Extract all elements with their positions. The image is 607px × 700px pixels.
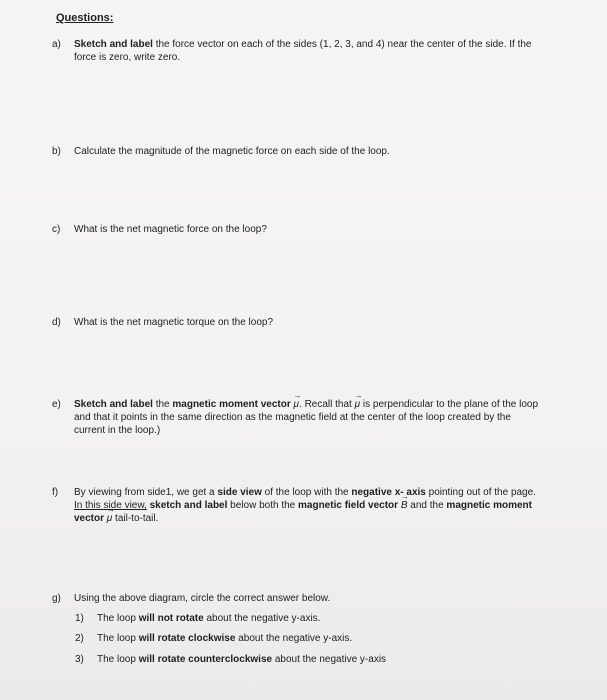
question-letter: a) <box>52 39 61 50</box>
bold-phrase: magnetic field vector <box>298 500 399 511</box>
option-text <box>97 653 537 666</box>
option-number: 2) <box>75 633 84 644</box>
text-span: The loop <box>97 613 139 624</box>
text-span: is perpendicular to the plane of the loop and that it points in the same direction as the magnetic field at the center of the loop created by the current in the loop.) <box>74 399 539 436</box>
question-text <box>74 398 544 437</box>
b-vector-symbol: → B <box>401 499 408 512</box>
question-text <box>74 486 544 525</box>
option-number: 1) <box>75 613 84 624</box>
text-span: about the negative y-axis <box>272 654 387 665</box>
bold-phrase: will rotate counterclockwise <box>138 654 273 665</box>
bold-phrase: Sketch and label <box>74 39 153 50</box>
text-span: . Recall that <box>299 399 355 410</box>
bold-phrase: sketch and label <box>146 500 228 511</box>
text-span: about the negative y-axis. <box>203 613 321 624</box>
bold-phrase: magnetic moment vector <box>172 399 291 410</box>
text-span: and the <box>407 500 447 511</box>
text-span: The loop <box>97 654 139 665</box>
bold-phrase: side view <box>217 487 262 498</box>
page-title: Questions: <box>56 12 114 24</box>
question-letter: c) <box>52 224 61 235</box>
option-number: 3) <box>75 654 84 665</box>
question-text: Calculate the magnitude of the magnetic force on each side of the loop. <box>74 146 390 157</box>
question-letter: d) <box>52 317 61 328</box>
question-letter: g) <box>52 593 61 604</box>
bold-phrase: negative x- axis <box>351 487 426 498</box>
bold-phrase: will rotate clockwise <box>138 633 236 644</box>
bold-phrase: Sketch and label <box>74 399 153 410</box>
question-text <box>74 38 544 64</box>
text-span: the force vector on each of the sides (1, 2, 3, and 4) near the center of the side. If the force is zero, write zero. <box>74 39 532 63</box>
mu-vector-symbol: → μ <box>355 398 360 411</box>
option-text <box>97 632 537 645</box>
option-text <box>97 612 537 625</box>
question-text: Using the above diagram, circle the correct answer below. <box>74 593 331 604</box>
text-span: tail-to-tail. <box>112 513 159 524</box>
bold-phrase: magnetic moment vector <box>74 500 532 524</box>
text-span: By viewing from side1, we get a <box>74 487 218 498</box>
text-span: about the negative y-axis. <box>235 633 353 644</box>
question-letter: e) <box>52 399 61 410</box>
text-span: of the loop with the <box>261 487 352 498</box>
bold-phrase: will not rotate <box>138 613 204 624</box>
question-letter: f) <box>52 487 59 498</box>
text-span: pointing out of the page. <box>425 487 536 498</box>
underlined-phrase: In this side view, <box>74 500 147 511</box>
question-text: What is the net magnetic force on the loop? <box>74 224 267 235</box>
text-span: The loop <box>97 633 139 644</box>
question-text: What is the net magnetic torque on the loop? <box>74 317 274 328</box>
mu-vector-symbol: → μ <box>107 512 112 525</box>
text-span: below both the <box>227 500 299 511</box>
text-span: the <box>152 399 173 410</box>
mu-vector-symbol: → μ <box>294 398 299 411</box>
question-letter: b) <box>52 146 61 157</box>
